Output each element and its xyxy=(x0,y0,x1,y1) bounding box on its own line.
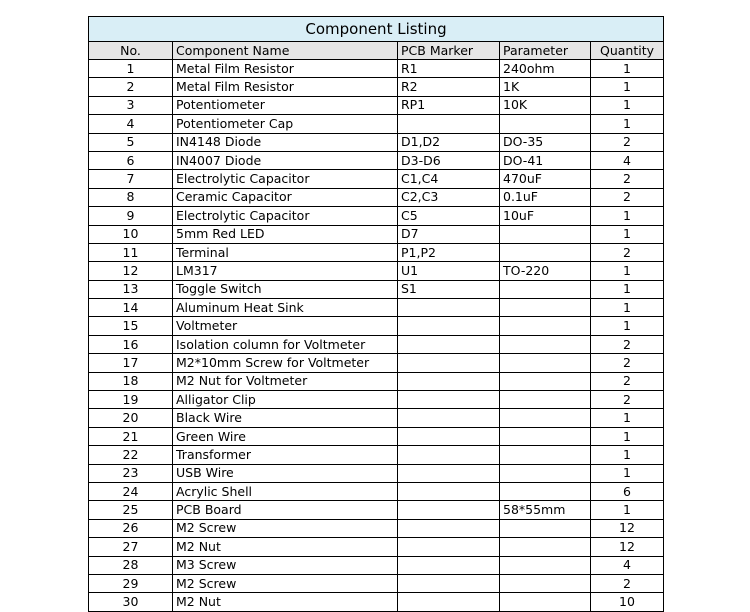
cell-component-name: Alligator Clip xyxy=(173,391,398,409)
cell-component-name: M2 Nut for Voltmeter xyxy=(173,372,398,390)
cell-quantity: 2 xyxy=(591,372,664,390)
cell-pcb-marker: D1,D2 xyxy=(398,133,500,151)
cell-component-name: Transformer xyxy=(173,446,398,464)
cell-parameter xyxy=(500,354,591,372)
cell-no: 1 xyxy=(89,60,173,78)
cell-no: 12 xyxy=(89,262,173,280)
cell-component-name: 5mm Red LED xyxy=(173,225,398,243)
cell-quantity: 1 xyxy=(591,280,664,298)
cell-parameter xyxy=(500,280,591,298)
table-row xyxy=(89,519,664,537)
header-component-name: Component Name xyxy=(173,42,398,60)
cell-quantity: 2 xyxy=(591,188,664,206)
cell-pcb-marker: R2 xyxy=(398,78,500,96)
cell-no: 25 xyxy=(89,501,173,519)
cell-parameter: 10K xyxy=(500,96,591,114)
cell-no: 11 xyxy=(89,243,173,261)
table-row xyxy=(89,60,664,78)
cell-quantity: 4 xyxy=(591,151,664,169)
cell-pcb-marker xyxy=(398,427,500,445)
cell-quantity: 2 xyxy=(591,354,664,372)
cell-quantity: 2 xyxy=(591,391,664,409)
cell-parameter xyxy=(500,335,591,353)
cell-parameter xyxy=(500,446,591,464)
cell-pcb-marker xyxy=(398,464,500,482)
table-row xyxy=(89,335,664,353)
cell-component-name: Metal Film Resistor xyxy=(173,60,398,78)
cell-component-name: Aluminum Heat Sink xyxy=(173,299,398,317)
cell-no: 28 xyxy=(89,556,173,574)
cell-pcb-marker xyxy=(398,409,500,427)
cell-parameter xyxy=(500,372,591,390)
cell-pcb-marker xyxy=(398,556,500,574)
cell-parameter xyxy=(500,299,591,317)
table-row xyxy=(89,151,664,169)
cell-quantity: 1 xyxy=(591,299,664,317)
table-row xyxy=(89,593,664,611)
cell-pcb-marker: RP1 xyxy=(398,96,500,114)
cell-component-name: Terminal xyxy=(173,243,398,261)
cell-parameter: TO-220 xyxy=(500,262,591,280)
cell-no: 20 xyxy=(89,409,173,427)
cell-quantity: 1 xyxy=(591,60,664,78)
table-row xyxy=(89,391,664,409)
cell-quantity: 6 xyxy=(591,482,664,500)
table-row xyxy=(89,133,664,151)
cell-component-name: Potentiometer Cap xyxy=(173,115,398,133)
cell-component-name: Metal Film Resistor xyxy=(173,78,398,96)
cell-component-name: M3 Screw xyxy=(173,556,398,574)
cell-pcb-marker xyxy=(398,299,500,317)
cell-component-name: Toggle Switch xyxy=(173,280,398,298)
cell-pcb-marker xyxy=(398,519,500,537)
cell-parameter xyxy=(500,519,591,537)
component-table xyxy=(88,16,664,612)
cell-component-name: M2 Screw xyxy=(173,519,398,537)
cell-parameter: 10uF xyxy=(500,207,591,225)
cell-pcb-marker: S1 xyxy=(398,280,500,298)
cell-pcb-marker xyxy=(398,391,500,409)
cell-no: 4 xyxy=(89,115,173,133)
cell-component-name: Potentiometer xyxy=(173,96,398,114)
table-row xyxy=(89,501,664,519)
cell-parameter: DO-41 xyxy=(500,151,591,169)
cell-pcb-marker xyxy=(398,115,500,133)
cell-no: 24 xyxy=(89,482,173,500)
cell-parameter xyxy=(500,409,591,427)
cell-quantity: 1 xyxy=(591,78,664,96)
cell-quantity: 1 xyxy=(591,207,664,225)
cell-quantity: 1 xyxy=(591,317,664,335)
cell-no: 13 xyxy=(89,280,173,298)
cell-parameter xyxy=(500,464,591,482)
cell-component-name: Electrolytic Capacitor xyxy=(173,170,398,188)
cell-pcb-marker xyxy=(398,574,500,592)
cell-component-name: Ceramic Capacitor xyxy=(173,188,398,206)
cell-quantity: 12 xyxy=(591,519,664,537)
cell-parameter xyxy=(500,225,591,243)
cell-no: 16 xyxy=(89,335,173,353)
cell-component-name: Electrolytic Capacitor xyxy=(173,207,398,225)
cell-parameter xyxy=(500,556,591,574)
header-pcb-marker: PCB Marker xyxy=(398,42,500,60)
cell-no: 15 xyxy=(89,317,173,335)
cell-pcb-marker: R1 xyxy=(398,60,500,78)
cell-pcb-marker xyxy=(398,482,500,500)
cell-no: 22 xyxy=(89,446,173,464)
cell-no: 21 xyxy=(89,427,173,445)
cell-pcb-marker: D3-D6 xyxy=(398,151,500,169)
table-row xyxy=(89,427,664,445)
header-parameter: Parameter xyxy=(500,42,591,60)
cell-pcb-marker: C1,C4 xyxy=(398,170,500,188)
cell-quantity: 1 xyxy=(591,446,664,464)
cell-no: 26 xyxy=(89,519,173,537)
cell-component-name: IN4148 Diode xyxy=(173,133,398,151)
cell-component-name: PCB Board xyxy=(173,501,398,519)
cell-component-name: Black Wire xyxy=(173,409,398,427)
table-row xyxy=(89,170,664,188)
cell-quantity: 2 xyxy=(591,170,664,188)
cell-no: 23 xyxy=(89,464,173,482)
cell-pcb-marker: C5 xyxy=(398,207,500,225)
cell-quantity: 12 xyxy=(591,538,664,556)
table-row xyxy=(89,464,664,482)
cell-parameter xyxy=(500,574,591,592)
cell-no: 18 xyxy=(89,372,173,390)
table-row xyxy=(89,299,664,317)
cell-component-name: USB Wire xyxy=(173,464,398,482)
cell-quantity: 1 xyxy=(591,427,664,445)
cell-no: 2 xyxy=(89,78,173,96)
cell-no: 5 xyxy=(89,133,173,151)
cell-no: 30 xyxy=(89,593,173,611)
cell-quantity: 1 xyxy=(591,409,664,427)
cell-pcb-marker xyxy=(398,593,500,611)
cell-component-name: Acrylic Shell xyxy=(173,482,398,500)
cell-no: 14 xyxy=(89,299,173,317)
cell-parameter: DO-35 xyxy=(500,133,591,151)
table-row xyxy=(89,317,664,335)
header-quantity: Quantity xyxy=(591,42,664,60)
cell-parameter xyxy=(500,243,591,261)
cell-parameter xyxy=(500,538,591,556)
cell-parameter xyxy=(500,391,591,409)
header-no: No. xyxy=(89,42,173,60)
cell-no: 9 xyxy=(89,207,173,225)
cell-parameter: 1K xyxy=(500,78,591,96)
cell-no: 17 xyxy=(89,354,173,372)
cell-pcb-marker: P1,P2 xyxy=(398,243,500,261)
cell-quantity: 2 xyxy=(591,335,664,353)
cell-quantity: 1 xyxy=(591,96,664,114)
cell-parameter xyxy=(500,115,591,133)
cell-quantity: 1 xyxy=(591,262,664,280)
cell-parameter: 470uF xyxy=(500,170,591,188)
cell-no: 3 xyxy=(89,96,173,114)
cell-component-name: M2 Nut xyxy=(173,538,398,556)
cell-component-name: M2 Screw xyxy=(173,574,398,592)
table-row xyxy=(89,409,664,427)
cell-parameter xyxy=(500,593,591,611)
cell-quantity: 2 xyxy=(591,133,664,151)
cell-pcb-marker xyxy=(398,372,500,390)
cell-quantity: 1 xyxy=(591,501,664,519)
component-listing-sheet xyxy=(88,16,663,612)
table-row xyxy=(89,482,664,500)
cell-quantity: 1 xyxy=(591,115,664,133)
table-title: Component Listing xyxy=(89,17,664,42)
cell-pcb-marker: D7 xyxy=(398,225,500,243)
cell-pcb-marker: C2,C3 xyxy=(398,188,500,206)
cell-quantity: 1 xyxy=(591,225,664,243)
cell-pcb-marker xyxy=(398,317,500,335)
table-row xyxy=(89,446,664,464)
table-row xyxy=(89,96,664,114)
cell-component-name: LM317 xyxy=(173,262,398,280)
cell-component-name: Green Wire xyxy=(173,427,398,445)
cell-parameter xyxy=(500,482,591,500)
cell-quantity: 2 xyxy=(591,243,664,261)
cell-no: 19 xyxy=(89,391,173,409)
cell-quantity: 2 xyxy=(591,574,664,592)
cell-component-name: Isolation column for Voltmeter xyxy=(173,335,398,353)
table-row xyxy=(89,262,664,280)
cell-parameter: 0.1uF xyxy=(500,188,591,206)
cell-component-name: IN4007 Diode xyxy=(173,151,398,169)
table-row xyxy=(89,188,664,206)
cell-no: 27 xyxy=(89,538,173,556)
cell-component-name: M2*10mm Screw for Voltmeter xyxy=(173,354,398,372)
table-row xyxy=(89,280,664,298)
cell-no: 6 xyxy=(89,151,173,169)
cell-quantity: 4 xyxy=(591,556,664,574)
cell-no: 29 xyxy=(89,574,173,592)
table-row xyxy=(89,243,664,261)
header-row xyxy=(89,42,664,60)
table-row xyxy=(89,372,664,390)
cell-parameter xyxy=(500,317,591,335)
cell-pcb-marker xyxy=(398,538,500,556)
cell-pcb-marker xyxy=(398,446,500,464)
cell-pcb-marker xyxy=(398,501,500,519)
cell-parameter: 240ohm xyxy=(500,60,591,78)
cell-no: 8 xyxy=(89,188,173,206)
cell-pcb-marker xyxy=(398,335,500,353)
cell-pcb-marker xyxy=(398,354,500,372)
cell-no: 10 xyxy=(89,225,173,243)
table-row xyxy=(89,574,664,592)
table-row xyxy=(89,354,664,372)
cell-quantity: 1 xyxy=(591,464,664,482)
cell-component-name: Voltmeter xyxy=(173,317,398,335)
cell-no: 7 xyxy=(89,170,173,188)
table-row xyxy=(89,115,664,133)
table-row xyxy=(89,538,664,556)
cell-pcb-marker: U1 xyxy=(398,262,500,280)
cell-parameter: 58*55mm xyxy=(500,501,591,519)
cell-parameter xyxy=(500,427,591,445)
table-row xyxy=(89,225,664,243)
cell-component-name: M2 Nut xyxy=(173,593,398,611)
table-row xyxy=(89,556,664,574)
table-body xyxy=(89,60,664,612)
cell-quantity: 10 xyxy=(591,593,664,611)
table-row xyxy=(89,207,664,225)
table-row xyxy=(89,78,664,96)
